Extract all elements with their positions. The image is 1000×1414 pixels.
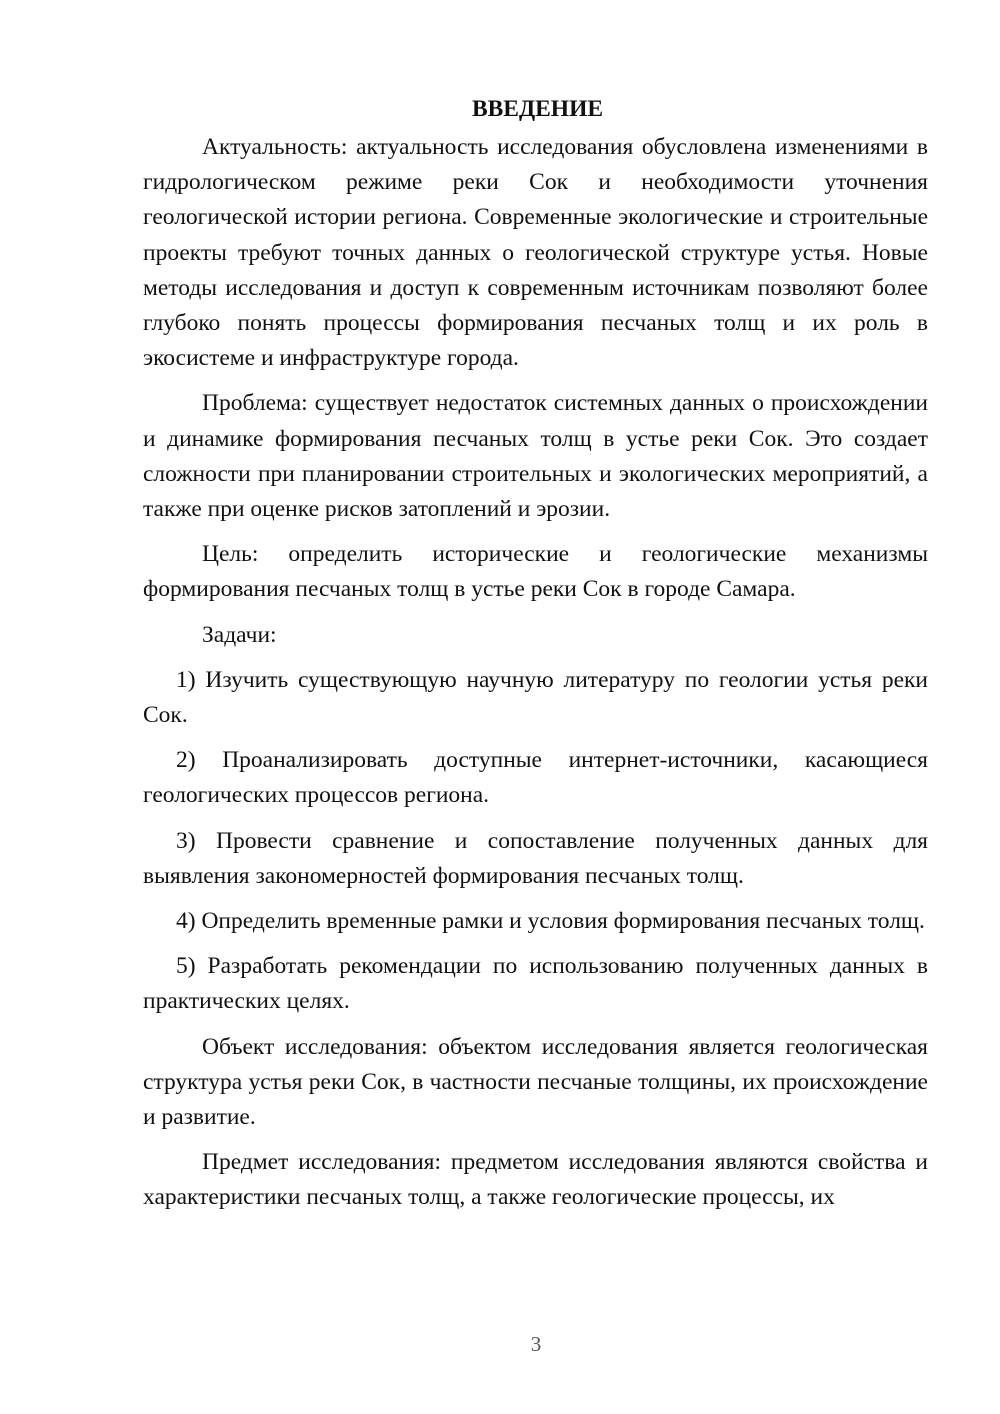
problem-paragraph: Проблема: существует недостаток системных данных о происхождении и динамике формирования песчаных толщ в устье реки Сок. Это создает сложности при планировании строительных и экологических мероприятий, а также при оценке рисков затоплений и эрозии. <box>143 390 928 523</box>
task-item-3: 3) Провести сравнение и сопоставление полученных данных для выявления закономерностей формирования песчаных толщ. <box>143 827 928 889</box>
page-number: 3 <box>530 1332 542 1356</box>
task-item-1: 1) Изучить существующую научную литературу по геологии устья реки Сок. <box>143 666 928 729</box>
goal-paragraph: Цель: определить исторические и геологические механизмы формирования песчаных толщ в устье реки Сок в городе Самара. <box>143 541 928 603</box>
section-title: ВВЕДЕНИЕ <box>471 96 604 122</box>
task-item-4: 4) Определить временные рамки и условия формирования песчаных толщ. <box>176 908 925 935</box>
page-content <box>143 92 928 1226</box>
object-paragraph: Объект исследования: объектом исследования является геологическая структура устья реки Сок, в частности песчаные толщины, их происхождение и развитие. <box>143 1033 928 1131</box>
task-item-5: 5) Разработать рекомендации по использованию полученных данных в практических целях. <box>143 953 928 1015</box>
relevance-paragraph: Актуальность: актуальность исследования обусловлена изменениями в гидрологическом режиме реки Сок и необходимости уточнения геологической истории региона. Современные экологические и строительные проекты требуют точных данных о геологической структуре устья. Новые методы исследования и доступ к современным источникам позволяют более глубоко понять процессы формирования песчаных толщ и их роль в экосистеме и инфраструктуре города. <box>143 134 928 372</box>
task-item-2: 2) Проанализировать доступные интернет-источники, касающиеся геологических процессов региона. <box>143 747 928 809</box>
tasks-heading: Задачи: <box>202 621 277 648</box>
subject-paragraph: Предмет исследования: предметом исследования являются свойства и характеристики песчаных толщ, а также геологические процессы, их <box>143 1149 928 1211</box>
